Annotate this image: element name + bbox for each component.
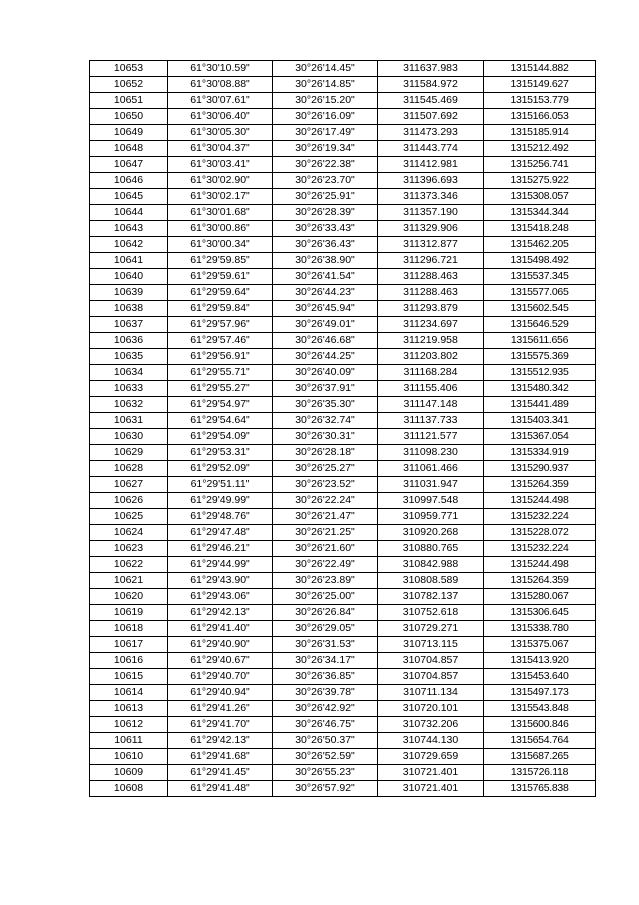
point-number-cell: 10639 xyxy=(90,285,168,301)
x-coordinate-cell: 311296.721 xyxy=(378,253,484,269)
y-coordinate-cell: 1315264.359 xyxy=(484,573,596,589)
point-number-cell: 10646 xyxy=(90,173,168,189)
longitude-cell: 30°26'21.25" xyxy=(273,525,378,541)
x-coordinate-cell: 311329.906 xyxy=(378,221,484,237)
x-coordinate-cell: 311061.466 xyxy=(378,461,484,477)
y-coordinate-cell: 1315306.645 xyxy=(484,605,596,621)
table-row xyxy=(90,381,596,397)
table-row xyxy=(90,61,596,77)
x-coordinate-cell: 311312.877 xyxy=(378,237,484,253)
table-row xyxy=(90,461,596,477)
point-number-cell: 10637 xyxy=(90,317,168,333)
y-coordinate-cell: 1315687.265 xyxy=(484,749,596,765)
x-coordinate-cell: 311293.879 xyxy=(378,301,484,317)
latitude-cell: 61°30'02.90" xyxy=(168,173,273,189)
y-coordinate-cell: 1315232.224 xyxy=(484,509,596,525)
point-number-cell: 10623 xyxy=(90,541,168,557)
y-coordinate-cell: 1315149.627 xyxy=(484,77,596,93)
latitude-cell: 61°30'06.40" xyxy=(168,109,273,125)
x-coordinate-cell: 311357.190 xyxy=(378,205,484,221)
point-number-cell: 10624 xyxy=(90,525,168,541)
latitude-cell: 61°29'46.21" xyxy=(168,541,273,557)
latitude-cell: 61°30'03.41" xyxy=(168,157,273,173)
table-row xyxy=(90,301,596,317)
table-row xyxy=(90,365,596,381)
point-number-cell: 10636 xyxy=(90,333,168,349)
table-row xyxy=(90,525,596,541)
longitude-cell: 30°26'25.00" xyxy=(273,589,378,605)
latitude-cell: 61°30'04.37" xyxy=(168,141,273,157)
latitude-cell: 61°30'00.34" xyxy=(168,237,273,253)
latitude-cell: 61°29'43.06" xyxy=(168,589,273,605)
y-coordinate-cell: 1315765.838 xyxy=(484,781,596,797)
y-coordinate-cell: 1315413.920 xyxy=(484,653,596,669)
x-coordinate-cell: 311373.346 xyxy=(378,189,484,205)
longitude-cell: 30°26'37.91" xyxy=(273,381,378,397)
table-row xyxy=(90,221,596,237)
x-coordinate-cell: 310744.130 xyxy=(378,733,484,749)
longitude-cell: 30°26'23.52" xyxy=(273,477,378,493)
latitude-cell: 61°29'41.68" xyxy=(168,749,273,765)
x-coordinate-cell: 311137.733 xyxy=(378,413,484,429)
table-row xyxy=(90,93,596,109)
table-row xyxy=(90,109,596,125)
point-number-cell: 10641 xyxy=(90,253,168,269)
x-coordinate-cell: 311396.693 xyxy=(378,173,484,189)
y-coordinate-cell: 1315537.345 xyxy=(484,269,596,285)
point-number-cell: 10642 xyxy=(90,237,168,253)
latitude-cell: 61°29'51.11" xyxy=(168,477,273,493)
longitude-cell: 30°26'44.25" xyxy=(273,349,378,365)
latitude-cell: 61°29'52.09" xyxy=(168,461,273,477)
x-coordinate-cell: 310782.137 xyxy=(378,589,484,605)
table-row xyxy=(90,541,596,557)
table-row xyxy=(90,717,596,733)
x-coordinate-cell: 310732.206 xyxy=(378,717,484,733)
latitude-cell: 61°29'54.64" xyxy=(168,413,273,429)
latitude-cell: 61°30'10.59" xyxy=(168,61,273,77)
latitude-cell: 61°29'59.64" xyxy=(168,285,273,301)
y-coordinate-cell: 1315403.341 xyxy=(484,413,596,429)
table-row xyxy=(90,557,596,573)
point-number-cell: 10644 xyxy=(90,205,168,221)
x-coordinate-cell: 310880.765 xyxy=(378,541,484,557)
point-number-cell: 10627 xyxy=(90,477,168,493)
point-number-cell: 10621 xyxy=(90,573,168,589)
point-number-cell: 10614 xyxy=(90,685,168,701)
x-coordinate-cell: 311507.692 xyxy=(378,109,484,125)
table-row xyxy=(90,189,596,205)
point-number-cell: 10625 xyxy=(90,509,168,525)
latitude-cell: 61°29'41.70" xyxy=(168,717,273,733)
point-number-cell: 10631 xyxy=(90,413,168,429)
table-row xyxy=(90,141,596,157)
longitude-cell: 30°26'34.17" xyxy=(273,653,378,669)
x-coordinate-cell: 310842.988 xyxy=(378,557,484,573)
latitude-cell: 61°29'54.97" xyxy=(168,397,273,413)
longitude-cell: 30°26'15.20" xyxy=(273,93,378,109)
table-row xyxy=(90,413,596,429)
y-coordinate-cell: 1315290.937 xyxy=(484,461,596,477)
latitude-cell: 61°29'57.96" xyxy=(168,317,273,333)
table-row xyxy=(90,653,596,669)
y-coordinate-cell: 1315244.498 xyxy=(484,557,596,573)
x-coordinate-cell: 311147.148 xyxy=(378,397,484,413)
latitude-cell: 61°29'57.46" xyxy=(168,333,273,349)
latitude-cell: 61°30'01.68" xyxy=(168,205,273,221)
y-coordinate-cell: 1315543.848 xyxy=(484,701,596,717)
latitude-cell: 61°29'41.26" xyxy=(168,701,273,717)
point-number-cell: 10613 xyxy=(90,701,168,717)
table-row xyxy=(90,573,596,589)
point-number-cell: 10645 xyxy=(90,189,168,205)
longitude-cell: 30°26'55.23" xyxy=(273,765,378,781)
longitude-cell: 30°26'46.75" xyxy=(273,717,378,733)
latitude-cell: 61°29'59.85" xyxy=(168,253,273,269)
x-coordinate-cell: 311098.230 xyxy=(378,445,484,461)
latitude-cell: 61°29'40.90" xyxy=(168,637,273,653)
latitude-cell: 61°30'07.61" xyxy=(168,93,273,109)
table-row xyxy=(90,333,596,349)
longitude-cell: 30°26'42.92" xyxy=(273,701,378,717)
table-row xyxy=(90,781,596,797)
point-number-cell: 10634 xyxy=(90,365,168,381)
x-coordinate-cell: 310920.268 xyxy=(378,525,484,541)
y-coordinate-cell: 1315646.529 xyxy=(484,317,596,333)
longitude-cell: 30°26'45.94" xyxy=(273,301,378,317)
longitude-cell: 30°26'44.23" xyxy=(273,285,378,301)
latitude-cell: 61°30'08.88" xyxy=(168,77,273,93)
y-coordinate-cell: 1315480.342 xyxy=(484,381,596,397)
y-coordinate-cell: 1315726.118 xyxy=(484,765,596,781)
table-row xyxy=(90,685,596,701)
y-coordinate-cell: 1315497.173 xyxy=(484,685,596,701)
table-row xyxy=(90,605,596,621)
longitude-cell: 30°26'16.09" xyxy=(273,109,378,125)
longitude-cell: 30°26'49.01" xyxy=(273,317,378,333)
table-row xyxy=(90,701,596,717)
x-coordinate-cell: 311584.972 xyxy=(378,77,484,93)
table-row xyxy=(90,125,596,141)
y-coordinate-cell: 1315308.057 xyxy=(484,189,596,205)
table-row xyxy=(90,589,596,605)
longitude-cell: 30°26'22.24" xyxy=(273,493,378,509)
x-coordinate-cell: 310959.771 xyxy=(378,509,484,525)
x-coordinate-cell: 310720.101 xyxy=(378,701,484,717)
x-coordinate-cell: 310704.857 xyxy=(378,653,484,669)
table-row xyxy=(90,253,596,269)
y-coordinate-cell: 1315212.492 xyxy=(484,141,596,157)
longitude-cell: 30°26'25.27" xyxy=(273,461,378,477)
y-coordinate-cell: 1315462.205 xyxy=(484,237,596,253)
table-row xyxy=(90,349,596,365)
x-coordinate-cell: 310997.548 xyxy=(378,493,484,509)
point-number-cell: 10633 xyxy=(90,381,168,397)
x-coordinate-cell: 311031.947 xyxy=(378,477,484,493)
longitude-cell: 30°26'36.85" xyxy=(273,669,378,685)
longitude-cell: 30°26'26.84" xyxy=(273,605,378,621)
y-coordinate-cell: 1315577.065 xyxy=(484,285,596,301)
table-row xyxy=(90,237,596,253)
x-coordinate-cell: 311219.958 xyxy=(378,333,484,349)
point-number-cell: 10620 xyxy=(90,589,168,605)
table-row xyxy=(90,733,596,749)
y-coordinate-cell: 1315344.344 xyxy=(484,205,596,221)
longitude-cell: 30°26'23.70" xyxy=(273,173,378,189)
x-coordinate-cell: 311168.284 xyxy=(378,365,484,381)
longitude-cell: 30°26'41.54" xyxy=(273,269,378,285)
y-coordinate-cell: 1315441.489 xyxy=(484,397,596,413)
latitude-cell: 61°29'42.13" xyxy=(168,605,273,621)
longitude-cell: 30°26'39.78" xyxy=(273,685,378,701)
longitude-cell: 30°26'52.59" xyxy=(273,749,378,765)
table-row xyxy=(90,157,596,173)
point-number-cell: 10635 xyxy=(90,349,168,365)
y-coordinate-cell: 1315375.067 xyxy=(484,637,596,653)
latitude-cell: 61°29'59.61" xyxy=(168,269,273,285)
latitude-cell: 61°29'59.84" xyxy=(168,301,273,317)
longitude-cell: 30°26'36.43" xyxy=(273,237,378,253)
point-number-cell: 10653 xyxy=(90,61,168,77)
x-coordinate-cell: 311288.463 xyxy=(378,269,484,285)
y-coordinate-cell: 1315418.248 xyxy=(484,221,596,237)
y-coordinate-cell: 1315275.922 xyxy=(484,173,596,189)
x-coordinate-cell: 311155.406 xyxy=(378,381,484,397)
latitude-cell: 61°30'05.30" xyxy=(168,125,273,141)
x-coordinate-cell: 310711.134 xyxy=(378,685,484,701)
y-coordinate-cell: 1315654.764 xyxy=(484,733,596,749)
table-row xyxy=(90,429,596,445)
latitude-cell: 61°30'02.17" xyxy=(168,189,273,205)
point-number-cell: 10630 xyxy=(90,429,168,445)
y-coordinate-cell: 1315602.545 xyxy=(484,301,596,317)
latitude-cell: 61°29'55.71" xyxy=(168,365,273,381)
y-coordinate-cell: 1315453.640 xyxy=(484,669,596,685)
longitude-cell: 30°26'21.60" xyxy=(273,541,378,557)
y-coordinate-cell: 1315512.935 xyxy=(484,365,596,381)
table-row xyxy=(90,637,596,653)
longitude-cell: 30°26'57.92" xyxy=(273,781,378,797)
point-number-cell: 10649 xyxy=(90,125,168,141)
point-number-cell: 10647 xyxy=(90,157,168,173)
longitude-cell: 30°26'22.38" xyxy=(273,157,378,173)
longitude-cell: 30°26'35.30" xyxy=(273,397,378,413)
x-coordinate-cell: 311637.983 xyxy=(378,61,484,77)
point-number-cell: 10632 xyxy=(90,397,168,413)
point-number-cell: 10640 xyxy=(90,269,168,285)
point-number-cell: 10617 xyxy=(90,637,168,653)
longitude-cell: 30°26'21.47" xyxy=(273,509,378,525)
point-number-cell: 10643 xyxy=(90,221,168,237)
latitude-cell: 61°29'41.45" xyxy=(168,765,273,781)
point-number-cell: 10619 xyxy=(90,605,168,621)
latitude-cell: 61°29'41.48" xyxy=(168,781,273,797)
point-number-cell: 10611 xyxy=(90,733,168,749)
table-row xyxy=(90,621,596,637)
latitude-cell: 61°29'55.27" xyxy=(168,381,273,397)
latitude-cell: 61°29'40.94" xyxy=(168,685,273,701)
table-row xyxy=(90,397,596,413)
point-number-cell: 10609 xyxy=(90,765,168,781)
point-number-cell: 10650 xyxy=(90,109,168,125)
longitude-cell: 30°26'22.49" xyxy=(273,557,378,573)
point-number-cell: 10652 xyxy=(90,77,168,93)
latitude-cell: 61°29'42.13" xyxy=(168,733,273,749)
coordinates-table xyxy=(89,60,596,797)
x-coordinate-cell: 310808.589 xyxy=(378,573,484,589)
latitude-cell: 61°29'47.48" xyxy=(168,525,273,541)
y-coordinate-cell: 1315600.846 xyxy=(484,717,596,733)
longitude-cell: 30°26'28.18" xyxy=(273,445,378,461)
point-number-cell: 10610 xyxy=(90,749,168,765)
table-row xyxy=(90,77,596,93)
point-number-cell: 10626 xyxy=(90,493,168,509)
x-coordinate-cell: 311234.697 xyxy=(378,317,484,333)
y-coordinate-cell: 1315166.053 xyxy=(484,109,596,125)
table-row xyxy=(90,285,596,301)
point-number-cell: 10608 xyxy=(90,781,168,797)
table-row xyxy=(90,317,596,333)
longitude-cell: 30°26'30.31" xyxy=(273,429,378,445)
table-row xyxy=(90,509,596,525)
table-row xyxy=(90,205,596,221)
y-coordinate-cell: 1315280.067 xyxy=(484,589,596,605)
x-coordinate-cell: 311121.577 xyxy=(378,429,484,445)
longitude-cell: 30°26'14.45" xyxy=(273,61,378,77)
y-coordinate-cell: 1315256.741 xyxy=(484,157,596,173)
x-coordinate-cell: 311473.293 xyxy=(378,125,484,141)
x-coordinate-cell: 311288.463 xyxy=(378,285,484,301)
point-number-cell: 10615 xyxy=(90,669,168,685)
point-number-cell: 10628 xyxy=(90,461,168,477)
latitude-cell: 61°29'56.91" xyxy=(168,349,273,365)
point-number-cell: 10612 xyxy=(90,717,168,733)
x-coordinate-cell: 310704.857 xyxy=(378,669,484,685)
y-coordinate-cell: 1315575.369 xyxy=(484,349,596,365)
longitude-cell: 30°26'40.09" xyxy=(273,365,378,381)
y-coordinate-cell: 1315244.498 xyxy=(484,493,596,509)
longitude-cell: 30°26'38.90" xyxy=(273,253,378,269)
latitude-cell: 61°29'44.99" xyxy=(168,557,273,573)
x-coordinate-cell: 311443.774 xyxy=(378,141,484,157)
x-coordinate-cell: 310721.401 xyxy=(378,781,484,797)
y-coordinate-cell: 1315367.054 xyxy=(484,429,596,445)
latitude-cell: 61°29'53.31" xyxy=(168,445,273,461)
longitude-cell: 30°26'32.74" xyxy=(273,413,378,429)
latitude-cell: 61°29'43.90" xyxy=(168,573,273,589)
table-row xyxy=(90,477,596,493)
x-coordinate-cell: 310729.271 xyxy=(378,621,484,637)
point-number-cell: 10648 xyxy=(90,141,168,157)
x-coordinate-cell: 311203.802 xyxy=(378,349,484,365)
y-coordinate-cell: 1315264.359 xyxy=(484,477,596,493)
longitude-cell: 30°26'23.89" xyxy=(273,573,378,589)
y-coordinate-cell: 1315338.780 xyxy=(484,621,596,637)
latitude-cell: 61°29'54.09" xyxy=(168,429,273,445)
point-number-cell: 10651 xyxy=(90,93,168,109)
table-row xyxy=(90,749,596,765)
longitude-cell: 30°26'25.91" xyxy=(273,189,378,205)
longitude-cell: 30°26'31.53" xyxy=(273,637,378,653)
x-coordinate-cell: 311412.981 xyxy=(378,157,484,173)
longitude-cell: 30°26'50.37" xyxy=(273,733,378,749)
x-coordinate-cell: 310721.401 xyxy=(378,765,484,781)
latitude-cell: 61°29'41.40" xyxy=(168,621,273,637)
x-coordinate-cell: 310729.659 xyxy=(378,749,484,765)
y-coordinate-cell: 1315498.492 xyxy=(484,253,596,269)
latitude-cell: 61°29'40.67" xyxy=(168,653,273,669)
longitude-cell: 30°26'46.68" xyxy=(273,333,378,349)
latitude-cell: 61°29'40.70" xyxy=(168,669,273,685)
longitude-cell: 30°26'19.34" xyxy=(273,141,378,157)
x-coordinate-cell: 311545.469 xyxy=(378,93,484,109)
longitude-cell: 30°26'29.05" xyxy=(273,621,378,637)
table-row xyxy=(90,493,596,509)
longitude-cell: 30°26'17.49" xyxy=(273,125,378,141)
table-row xyxy=(90,173,596,189)
point-number-cell: 10629 xyxy=(90,445,168,461)
table-row xyxy=(90,669,596,685)
point-number-cell: 10638 xyxy=(90,301,168,317)
longitude-cell: 30°26'14.85" xyxy=(273,77,378,93)
coordinates-table-body xyxy=(90,61,596,797)
table-row xyxy=(90,765,596,781)
latitude-cell: 61°29'49.99" xyxy=(168,493,273,509)
point-number-cell: 10616 xyxy=(90,653,168,669)
table-row xyxy=(90,445,596,461)
point-number-cell: 10622 xyxy=(90,557,168,573)
y-coordinate-cell: 1315153.779 xyxy=(484,93,596,109)
latitude-cell: 61°29'48.76" xyxy=(168,509,273,525)
x-coordinate-cell: 310713.115 xyxy=(378,637,484,653)
point-number-cell: 10618 xyxy=(90,621,168,637)
longitude-cell: 30°26'28.39" xyxy=(273,205,378,221)
latitude-cell: 61°30'00.86" xyxy=(168,221,273,237)
longitude-cell: 30°26'33.43" xyxy=(273,221,378,237)
x-coordinate-cell: 310752.618 xyxy=(378,605,484,621)
y-coordinate-cell: 1315334.919 xyxy=(484,445,596,461)
y-coordinate-cell: 1315232.224 xyxy=(484,541,596,557)
table-row xyxy=(90,269,596,285)
y-coordinate-cell: 1315228.072 xyxy=(484,525,596,541)
y-coordinate-cell: 1315144.882 xyxy=(484,61,596,77)
y-coordinate-cell: 1315611.656 xyxy=(484,333,596,349)
y-coordinate-cell: 1315185.914 xyxy=(484,125,596,141)
